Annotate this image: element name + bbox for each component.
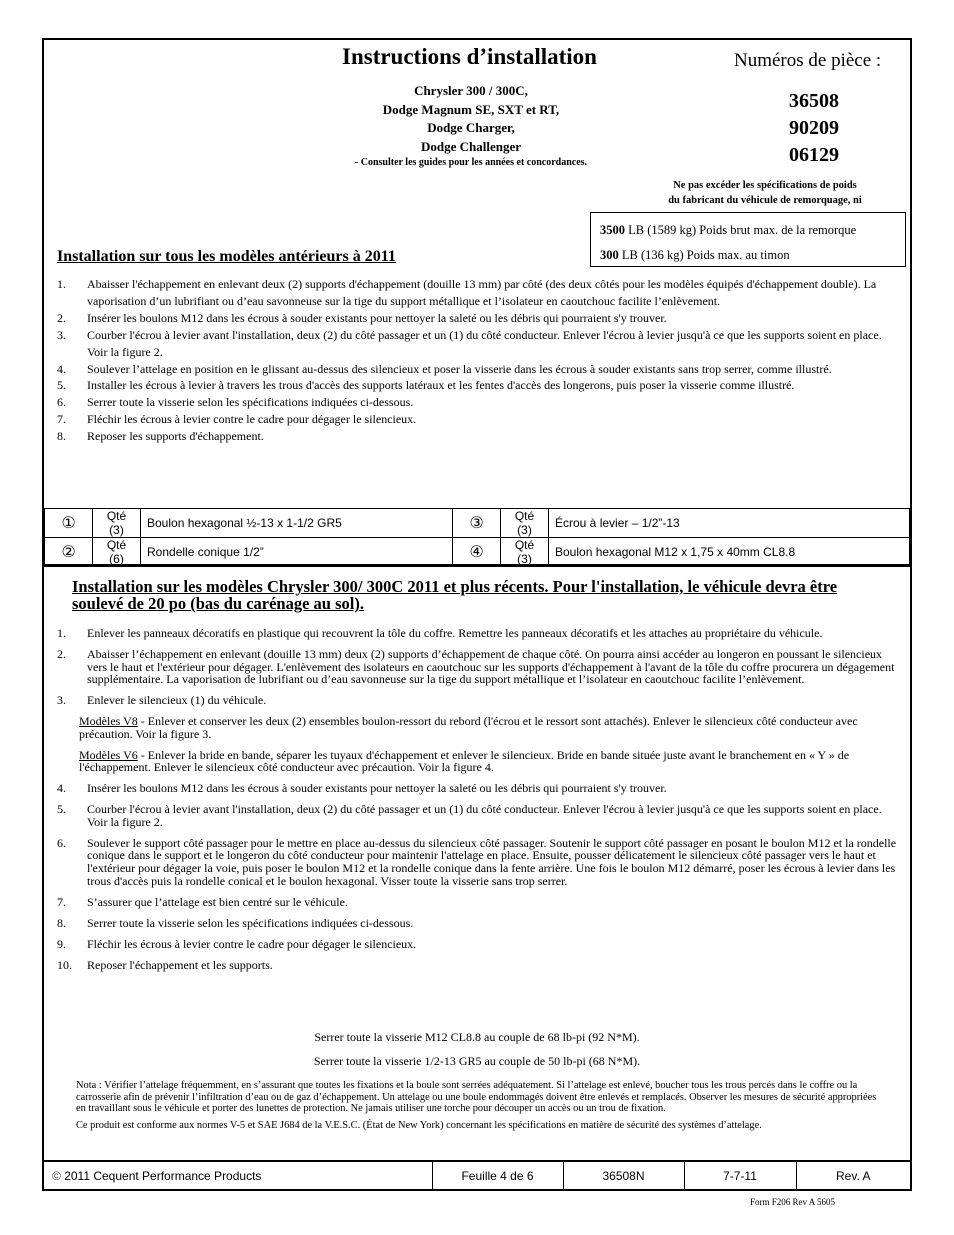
part-numbers-label: Numéros de pièce : <box>734 50 882 71</box>
form-id: Form F206 Rev A 5605 <box>750 1197 836 1207</box>
part-symbol: ③ <box>453 509 501 538</box>
safety-note: Nota : Vérifier l’attelage fréquemment, en s’assurant que toutes les fixations et la boule sont serrées adéquatement. Si l’attelage est enlevé, boucher tous les trous percés dans le coffre ou la carrosserie afin de prévenir l’infiltration d’eau ou de gaz d’échappement. Un attelage ou une boule endommagés doivent être enlevés et remplacés. Observer les mesures de sécurité appropriées en travaillant sous le véhicule et porter des lunettes de protection. Ne jamais utiliser une torche pour découper un accès ou un trou de fixation. <box>76 1080 877 1115</box>
copyright-text: 2011 Cequent Performance Products <box>64 1169 262 1183</box>
document-frame <box>42 38 912 1191</box>
torque-spec-half13: Serrer toute la visserie 1/2-13 GR5 au couple de 50 lb-pi (68 N*M). <box>313 1054 641 1068</box>
footer-table <box>44 1160 910 1190</box>
model-line: Dodge Charger, <box>427 120 515 135</box>
list-item: 8. Reposer les supports d'échappement. <box>57 429 264 444</box>
notes <box>76 1080 888 1136</box>
copyright <box>44 1161 432 1190</box>
list-item: 4. Insérer les boulons M12 dans les écrous à souder existants pour nettoyer la saleté ou les débris qui pourraient s'y trouver. <box>57 781 667 796</box>
list-item: 6. Soulever le support côté passager pour le mettre en place au-dessus du silencieux côté passager. Soutenir le support côté passager en posant le boulon M12 et la rondelle conique dans le support et le longeron du côté conducteur pour maintenir l'attelage en place. Ensuite, pousser délicatement le silencieux côté passager vers le haut et l'extérieur pour dégager la voie, puis poser le boulon M12 et la rondelle conique dans la fente arrière. Une fois le boulon M12 démarré, poser les écrous à levier dans les trous d'accès puis la rondelle conical et le boulon hexagonal. Visser toute la visserie sans trop serrer. <box>57 835 897 888</box>
rating-box <box>590 212 906 267</box>
section-divider <box>44 564 910 566</box>
list-item: 4. Soulever l’attelage en position en le glissant au-dessus des silencieux et poser la visserie dans les écrous à souder existants sans trop serrer, comme illustré. <box>57 361 832 376</box>
torque-spec-m12: Serrer toute la visserie M12 CL8.8 au couple de 68 lb-pi (92 N*M). <box>314 1030 640 1044</box>
part-number: 06129 <box>789 144 839 166</box>
list-item: 3. Courber l'écrou à levier avant l'installation, deux (2) du côté passager et un (1) du côté conducteur. Enlever l'écrou à levier jusqu'à ce que les supports soient en place. Voir la figure 2. <box>57 327 882 359</box>
table-row <box>44 1161 910 1190</box>
v6-instructions: Modèles V6 - Enlever la bride en bande, séparer les tuyaux d'échappement et enlever le silencieux. Bride en bande située juste avant le branchement en « Y » de l'échappement. Enlever le silencieux côté conducteur avec précaution. Voir la figure 4. <box>79 747 850 775</box>
list-item: 10. Reposer l'échappement et les supports. <box>57 957 273 972</box>
section1-steps <box>57 276 899 445</box>
parts-table <box>44 508 910 567</box>
section2-heading: Installation sur les modèles Chrysler 300/ 300C 2011 et plus récents. Pour l'installation, le véhicule devra être soulevé de 20 po (bas du carénage au sol). <box>72 577 838 613</box>
rating-text: LB (1589 kg) Poids brut max. de la remorque <box>628 223 857 237</box>
model-line: Dodge Challenger <box>420 138 522 154</box>
rating-row <box>600 243 905 268</box>
vehicle-models <box>294 82 648 170</box>
part-qty: Qté (3) <box>93 509 141 538</box>
page-title: Instructions d’installation <box>342 44 597 69</box>
section2-steps <box>57 627 899 980</box>
part-number: 36508 <box>789 90 839 112</box>
document-date: 7-7-11 <box>684 1161 796 1190</box>
compliance-note: Ce produit est conforme aux normes V-5 et SAE J684 de la V.E.S.C. (État de New York) concernant les spécifications en matière de sécurité des systèmes d’attelage. <box>76 1119 762 1131</box>
part-qty: Qté (6) <box>93 538 141 567</box>
part-symbol: ② <box>45 538 93 567</box>
part-qty: Qté (3) <box>501 509 549 538</box>
table-row <box>45 509 910 538</box>
rating-value: 300 <box>600 248 619 262</box>
rating-value: 3500 <box>600 223 625 237</box>
list-item: 5. Courber l'écrou à levier avant l'installation, deux (2) du côté passager et un (1) du côté conducteur. Enlever l'écrou à levier jusqu'à ce que les supports soient en place. Voir la figure 2. <box>57 802 882 829</box>
part-desc: Boulon hexagonal M12 x 1,75 x 40mm CL8.8 <box>549 538 910 567</box>
part-desc: Boulon hexagonal ½-13 x 1-1/2 GR5 <box>141 509 453 538</box>
part-desc: Rondelle conique 1/2” <box>141 538 453 567</box>
list-item: 7. Fléchir les écrous à levier contre le cadre pour dégager le silencieux. <box>57 412 417 427</box>
copyright-icon: © <box>52 1169 61 1183</box>
models-note: - Consulter les guides pour les années et concordances. <box>354 157 588 168</box>
document-number: 36508N <box>563 1161 684 1190</box>
list-item: 9. Fléchir les écrous à levier contre le cadre pour dégager le silencieux. <box>57 936 417 951</box>
list-item: 3. Enlever le silencieux (1) du véhicule. <box>57 693 267 708</box>
part-desc: Écrou à levier – 1/2”-13 <box>549 509 910 538</box>
revision: Rev. A <box>796 1161 910 1190</box>
rating-row <box>600 218 905 243</box>
part-symbol: ① <box>45 509 93 538</box>
warning-line: du fabricant du véhicule de remorquage, ni <box>668 195 862 206</box>
part-qty: Qté (3) <box>501 538 549 567</box>
model-line: Chrysler 300 / 300C, <box>414 83 528 98</box>
list-item: 6. Serrer toute la visserie selon les spécifications indiquées ci-dessous. <box>57 395 414 410</box>
list-item: 1. Enlever les panneaux décoratifs en plastique qui recouvrent la tôle du coffre. Remettre les panneaux décoratifs et les attaches au propriétaire du véhicule. <box>57 626 823 640</box>
model-line: Dodge Magnum SE, SXT et RT, <box>382 101 560 117</box>
sheet-number: Feuille 4 de 6 <box>432 1161 563 1190</box>
list-item: 7. S’assurer que l’attelage est bien centré sur le véhicule. <box>57 894 348 909</box>
list-item: 1. Abaisser l'échappement en enlevant deux (2) supports d'échappement (douille 13 mm) par côté (des deux côtés pour les modèles équipés d'échappement double). La vaporisation d’un lubrifiant ou d’eau savonneuse sur la tige du support métallique et l’isolateur en caoutchouc facilite l’enlèvement. <box>57 277 877 308</box>
part-symbol: ④ <box>453 538 501 567</box>
section1-heading: Installation sur tous les modèles antérieurs à 2011 <box>57 248 396 265</box>
list-item: 5. Installer les écrous à levier à travers les trous d'accès des supports latéraux et les fentes d'accès des longerons, puis poser la visserie comme illustré. <box>57 378 795 393</box>
list-item: 8. Serrer toute la visserie selon les spécifications indiquées ci-dessous. <box>57 915 414 930</box>
part-number: 90209 <box>789 117 839 139</box>
table-row <box>45 538 910 567</box>
rating-text: LB (136 kg) Poids max. au timon <box>621 248 790 262</box>
list-item: 2. Abaisser l’échappement en enlevant (douille 13 mm) deux (2) supports d’échappement de chaque côté. On pourra ainsi accéder au longeron en poussant le silencieux vers le haut et l'extérieur pour dégager. L'enlèvement des isolateurs en caoutchouc sur les supports d'échappement à l'avant de la tôle du coffre procurera un dégagement supplémentaire. La vaporisation de lubrifiant ou d’eau savonneuse sur la tige du support métallique et l’isolateur en caoutchouc facilite l’enlèvement. <box>57 646 895 687</box>
list-item: 2. Insérer les boulons M12 dans les écrous à souder existants pour nettoyer la saleté ou les débris qui pourraient s'y trouver. <box>57 310 667 325</box>
v8-instructions: Modèles V8 - Enlever et conserver les deux (2) ensembles boulon-ressort du rebord (l'écrou et le ressort sont attachés). Enlever le silencieux côté conducteur avec précaution. Voir la figure 3. <box>79 714 858 741</box>
warning-line: Ne pas excéder les spécifications de poids <box>673 180 857 191</box>
weight-warning <box>640 178 890 208</box>
